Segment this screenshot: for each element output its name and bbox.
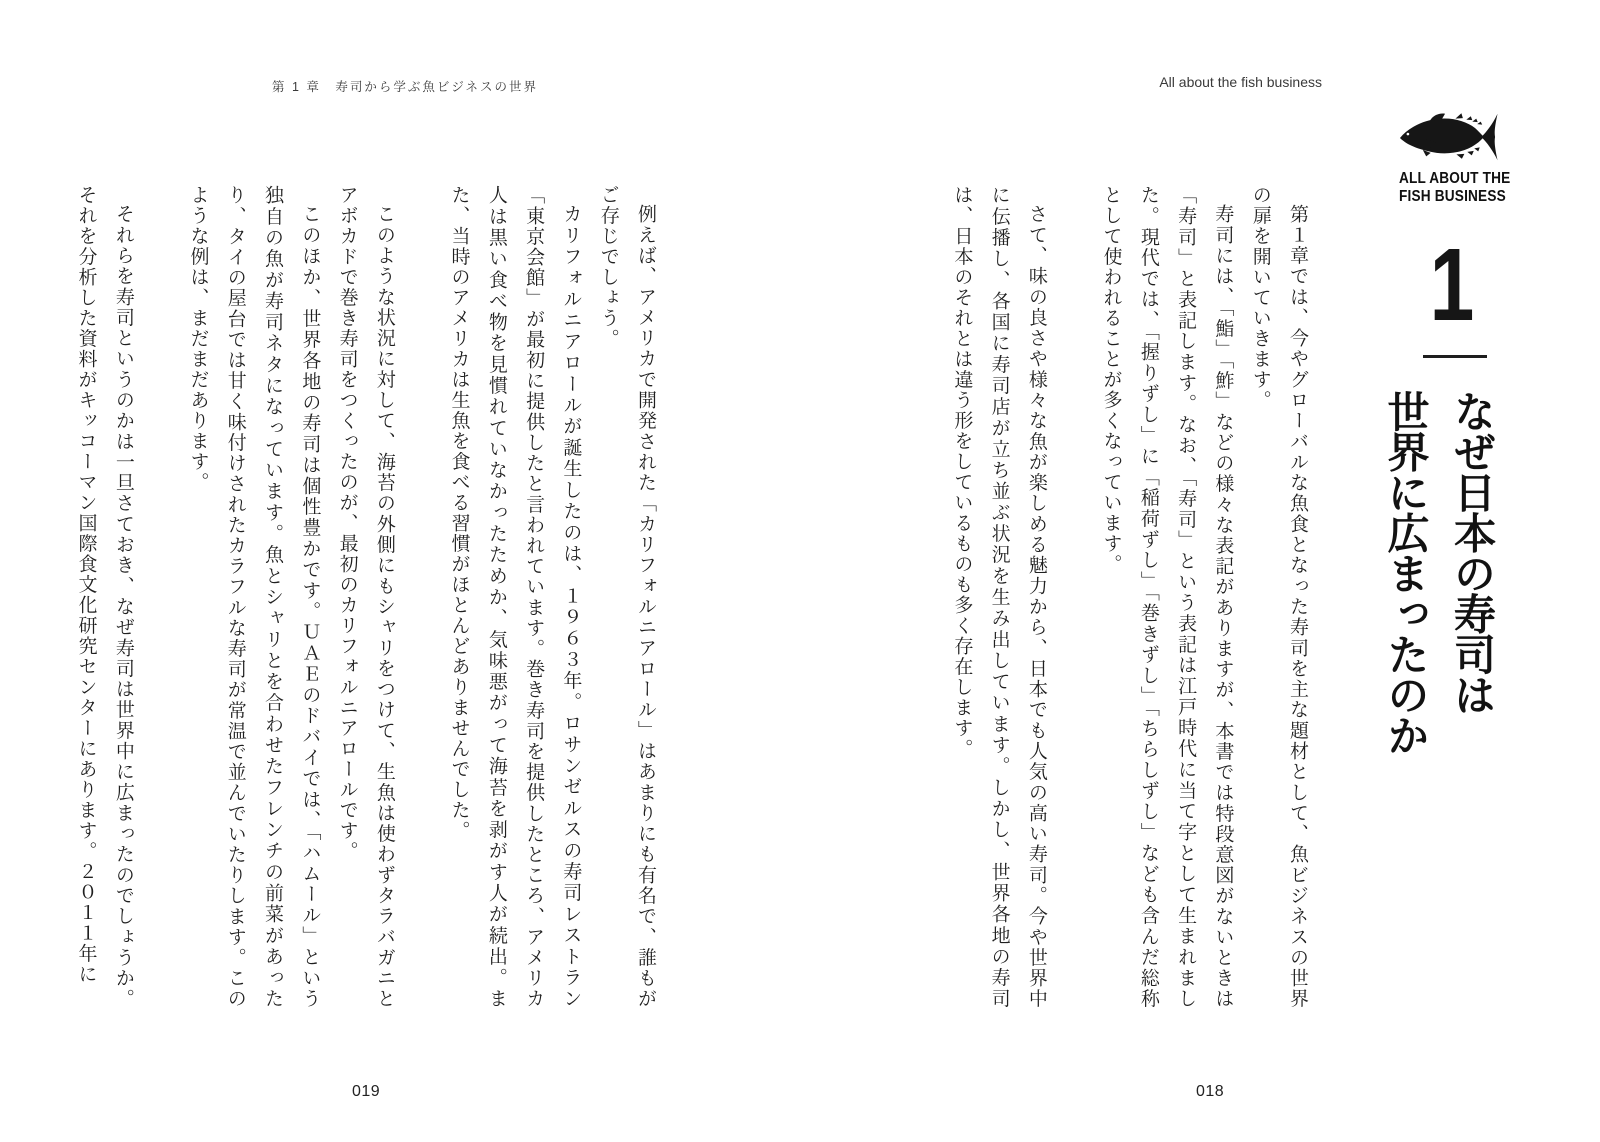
body-paragraph: このような状況に対して、海苔の外側にもシャリをつけて、生魚は使わずタラバガニとアボカドで巻き寿司をつくったのが、最初のカリフォルニアロールです。: [336, 185, 395, 1009]
tuna-fish-icon: [1398, 110, 1502, 164]
page-number-left: 019: [352, 1083, 381, 1100]
running-head-english: All about the fish business: [1159, 74, 1322, 90]
chapter-number: 1: [1429, 227, 1475, 342]
series-logo-line2: FISH BUSINESS: [1399, 187, 1506, 205]
body-paragraph: それらを寿司というのかは一旦さておき、なぜ寿司は世界中に広まったのでしょうか。それを分析した資料がキッコーマン国際食文化研究センターにあります。２０１１年に: [75, 185, 134, 1009]
series-logo-text: [1399, 170, 1510, 205]
chapter-title-line1: なぜ日本の寿司は: [1449, 390, 1496, 714]
chapter-title-divider: [1423, 355, 1487, 358]
left-page-body-text: [66, 185, 664, 1009]
body-paragraph: 例えば、アメリカで開発された「カリフォルニアロール」はあまりにも有名で、誰もがご存じでしょう。: [597, 185, 656, 1009]
chapter-title-line2: 世界に広まったのか: [1382, 390, 1430, 755]
chapter-title: [1372, 390, 1505, 1050]
right-page-body-text: [942, 185, 1316, 1009]
page-number-right: 018: [1196, 1083, 1225, 1100]
body-paragraph: さて、味の良さや様々な魚が楽しめる魅力から、日本でも人気の高い寿司。今や世界中に伝播し、各国に寿司店が立ち並ぶ状況を生み出しています。しかし、世界各地の寿司は、日本のそれとは違う形をしているものも多く存在します。: [951, 185, 1047, 1009]
body-paragraph: 第１章では、今やグローバルな魚食となった寿司を主な題材として、魚ビジネスの世界の扉を開いていきます。: [1249, 185, 1308, 1009]
running-head-chapter: 第 1 章 寿司から学ぶ魚ビジネスの世界: [272, 80, 539, 94]
body-paragraph: カリフォルニアロールが誕生したのは、１９６３年。ロサンゼルスの寿司レストラン「東京会館」が最初に提供したと言われています。巻き寿司を提供したところ、アメリカ人は黒い食べ物を見慣れていなかったためか、気味悪がって海苔を剥がす人が続出。また、当時のアメリカは生魚を食べる習慣がほとんどありませんでした。: [448, 185, 582, 1009]
series-logo-line1: ALL ABOUT THE: [1399, 170, 1511, 187]
body-paragraph: 寿司には、「鮨」「鮓」などの様々な表記がありますが、本書では特段意図がないときは「寿司」と表記します。なお、「寿司」という表記は江戸時代に当て字として生まれました。現代では、「握りずし」に「稲荷ずし」「巻きずし」「ちらしずし」なども含んだ総称として使われることが多くなっています。: [1100, 185, 1234, 1009]
body-paragraph: このほか、世界各地の寿司は個性豊かです。ＵＡＥのドバイでは、「ハムール」という独自の魚が寿司ネタになっています。魚とシャリとを合わせたフレンチの前菜があったり、タイの屋台では甘く味付けされたカラフルな寿司が常温で並んでいたりします。このような例は、まだまだあります。: [187, 185, 321, 1009]
